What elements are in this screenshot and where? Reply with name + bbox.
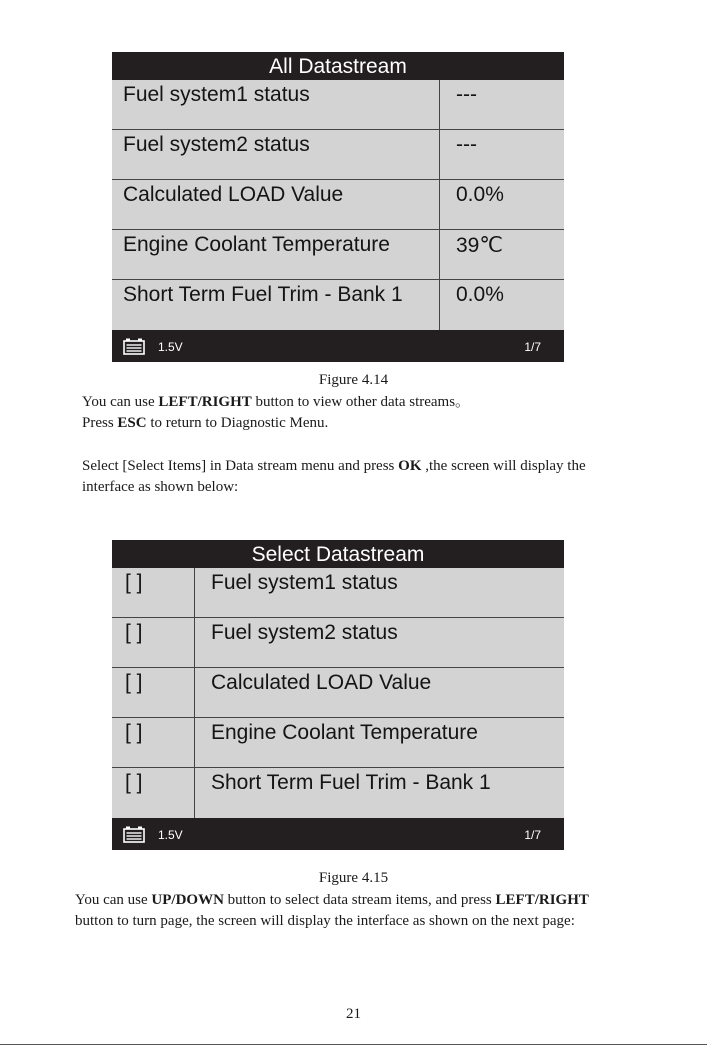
datastream-name: Fuel system2 status: [211, 621, 398, 644]
all-datastream-screen: [112, 52, 564, 362]
battery-icon: [123, 338, 145, 358]
datastream-name: Fuel system1 status: [211, 571, 398, 594]
checkbox[interactable]: [ ]: [125, 721, 143, 744]
datastream-value: 0.0%: [456, 183, 504, 206]
select-row[interactable]: [112, 768, 564, 818]
datastream-name: Engine Coolant Temperature: [123, 233, 390, 256]
datastream-name: Engine Coolant Temperature: [211, 721, 478, 744]
voltage-readout: 1.5V: [158, 340, 183, 354]
select-row[interactable]: [112, 568, 564, 618]
datastream-row[interactable]: [112, 280, 564, 330]
column-divider: [194, 618, 195, 667]
select-row[interactable]: [112, 718, 564, 768]
datastream-row[interactable]: [112, 180, 564, 230]
screen-title: Select Datastream: [112, 540, 564, 568]
column-divider: [439, 280, 440, 330]
column-divider: [439, 130, 440, 179]
datastream-value: 0.0%: [456, 283, 504, 306]
datastream-row[interactable]: [112, 130, 564, 180]
column-divider: [439, 230, 440, 279]
datastream-value: ---: [456, 83, 477, 106]
instruction-paragraph: You can use UP/DOWN button to select data stream items, and press LEFT/RIGHT button to turn page, the screen will display the interface as shown on the next page:: [75, 892, 589, 929]
footer-divider: [0, 1044, 707, 1045]
datastream-name: Short Term Fuel Trim - Bank 1: [123, 283, 403, 306]
datastream-value: ---: [456, 133, 477, 156]
voltage-readout: 1.5V: [158, 828, 183, 842]
figure-caption: Figure 4.14: [318, 372, 389, 388]
checkbox[interactable]: [ ]: [125, 671, 143, 694]
datastream-name: Fuel system2 status: [123, 133, 310, 156]
column-divider: [194, 568, 195, 617]
screen-title: All Datastream: [112, 52, 564, 80]
column-divider: [194, 668, 195, 717]
datastream-row[interactable]: [112, 230, 564, 280]
column-divider: [194, 718, 195, 767]
status-bar: [112, 818, 564, 850]
checkbox[interactable]: [ ]: [125, 621, 143, 644]
datastream-row[interactable]: [112, 80, 564, 130]
datastream-list: [112, 80, 564, 330]
select-datastream-screen: [112, 540, 564, 850]
datastream-name: Calculated LOAD Value: [123, 183, 344, 206]
column-divider: [439, 80, 440, 129]
figure-caption: Figure 4.15: [318, 870, 389, 886]
page-indicator: 1/7: [524, 828, 541, 842]
battery-icon: [123, 826, 145, 846]
page-number: 21: [346, 1006, 361, 1022]
datastream-name: Calculated LOAD Value: [211, 671, 432, 694]
datastream-select-list: [112, 568, 564, 818]
select-row[interactable]: [112, 618, 564, 668]
datastream-name: Short Term Fuel Trim - Bank 1: [211, 771, 491, 794]
instruction-paragraph: You can use LEFT/RIGHT button to view other data streams。 Press ESC to return to Diagnostic Menu.: [82, 394, 471, 431]
instruction-paragraph: Select [Select Items] in Data stream menu and press OK ,the screen will display the interface as shown below:: [82, 458, 586, 495]
page-indicator: 1/7: [524, 340, 541, 354]
datastream-value: 39℃: [456, 234, 503, 257]
checkbox[interactable]: [ ]: [125, 571, 143, 594]
column-divider: [194, 768, 195, 818]
checkbox[interactable]: [ ]: [125, 771, 143, 794]
datastream-name: Fuel system1 status: [123, 83, 310, 106]
status-bar: [112, 330, 564, 362]
select-row[interactable]: [112, 668, 564, 718]
column-divider: [439, 180, 440, 229]
